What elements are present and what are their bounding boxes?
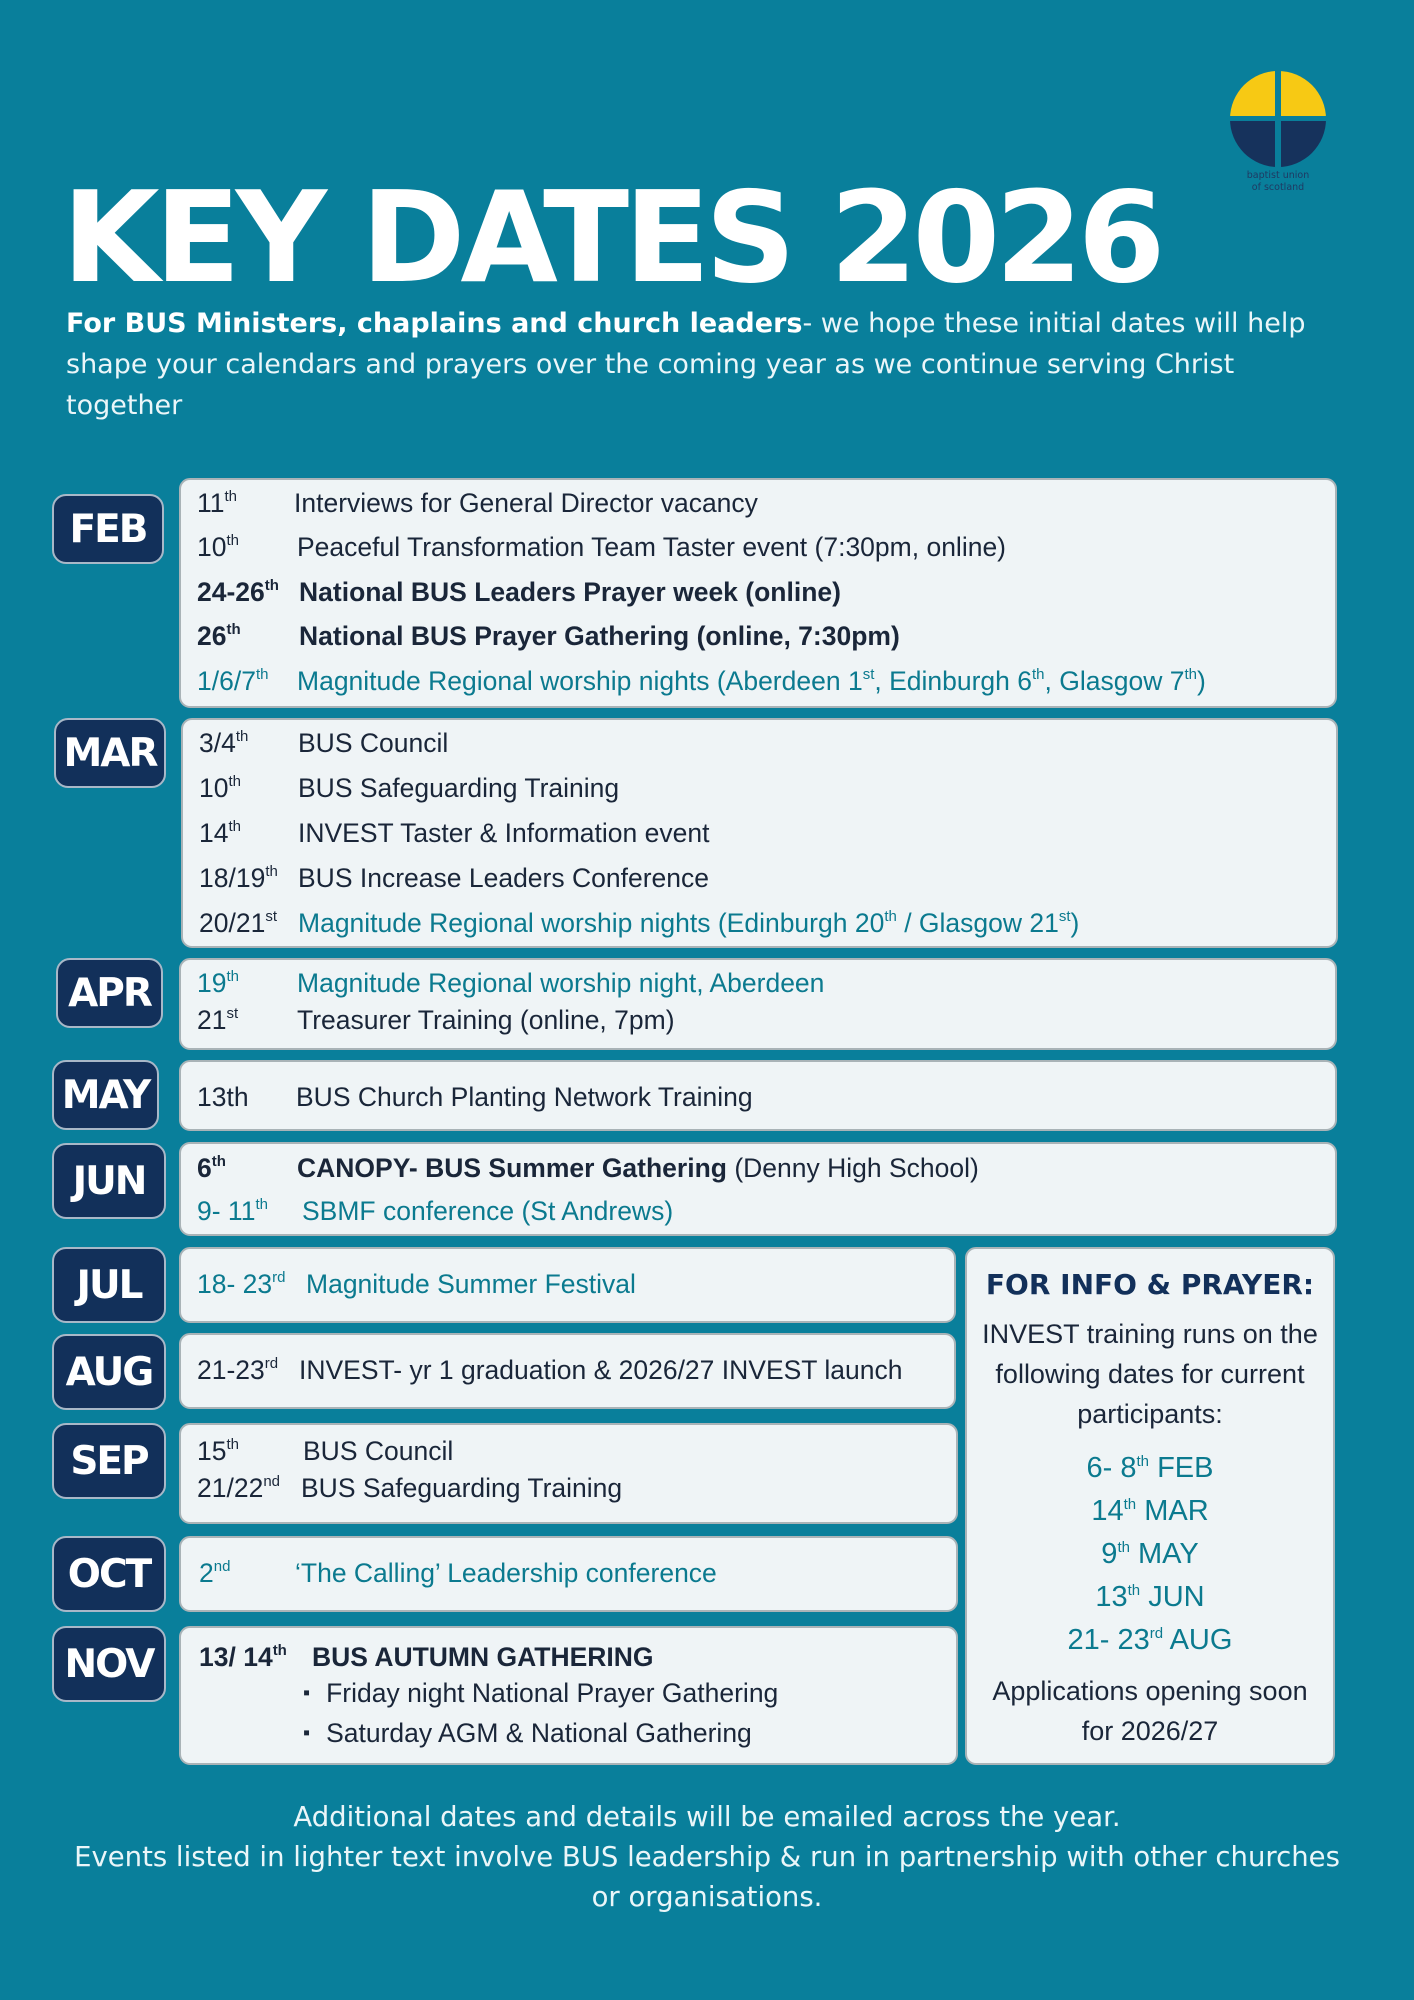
month-badge-mar: MAR [54, 718, 166, 788]
logo-caption: baptist union of scotland [1246, 170, 1310, 193]
month-panel-apr: 19th Magnitude Regional worship night, Aberdeen 21st Treasurer Training (online, 7pm) [179, 958, 1337, 1050]
footer-line-1: Additional dates and details will be emailed across the year. [293, 1801, 1121, 1833]
intro-text [66, 303, 1356, 426]
month-badge-jun: JUN [52, 1143, 166, 1219]
list-item: ▪ Saturday AGM & National Gathering [303, 1715, 778, 1755]
month-badge-apr: APR [56, 958, 163, 1028]
month-panel-mar: 3/4th BUS Council 10th BUS Safeguarding Training 14th INVEST Taster & Information event 18/19th BUS Increase Leaders Conference 20/21st Magnitude Regional worship nights (Edinburgh 20th / Glasgow 21st) [181, 718, 1338, 948]
baptist-union-logo [1226, 70, 1330, 194]
month-panel-feb: 11th Interviews for General Director vacancy 10th Peaceful Transformation Team Taster event (7:30pm, online) 24-26th National BUS Leaders Prayer week (online) 26th National BUS Prayer Gathering (online, 7:30pm) 1/6/7th Magnitude Regional worship nights (Aberdeen 1st, Edinburgh 6th, Glasgow 7th) [179, 478, 1337, 708]
event-bullet-list [303, 1675, 778, 1755]
info-intro: INVEST training runs on the following dates for current participants: [982, 1319, 1318, 1429]
intro-bold: For BUS Ministers, chaplains and church leaders [66, 308, 803, 339]
month-panel-oct: 2nd ‘The Calling’ Leadership conference [179, 1536, 958, 1612]
list-item: 21- 23rd AUG [1067, 1624, 1233, 1656]
cross-circle-icon [1229, 70, 1327, 168]
info-prayer-box [965, 1247, 1335, 1765]
info-outro: Applications opening soon for 2026/27 [992, 1676, 1308, 1746]
list-item: ▪ Friday night National Prayer Gathering [303, 1675, 778, 1715]
month-badge-aug: AUG [52, 1334, 166, 1410]
month-panel-nov: 13/ 14th BUS AUTUMN GATHERING ▪ Friday night National Prayer Gathering ▪ Saturday AGM & National Gathering [179, 1626, 958, 1765]
month-badge-feb: FEB [52, 494, 164, 564]
month-badge-sep: SEP [52, 1423, 166, 1499]
list-item: 14th MAR [1091, 1495, 1209, 1527]
month-badge-nov: NOV [52, 1626, 166, 1702]
list-item: 13th JUN [1095, 1581, 1205, 1613]
month-panel-aug: 21-23rd INVEST- yr 1 graduation & 2026/27 INVEST launch [179, 1333, 956, 1409]
month-badge-oct: OCT [52, 1536, 166, 1612]
month-panel-jun: 6th CANOPY- BUS Summer Gathering (Denny High School) 9- 11th SBMF conference (St Andrews) [179, 1142, 1337, 1236]
intro-rest: - we hope these initial dates will help shape your calendars and prayers over the coming year as we continue serving Christ together [66, 308, 1306, 421]
list-item: 6- 8th FEB [1086, 1452, 1214, 1484]
month-badge-jul: JUL [52, 1247, 166, 1323]
footer-note [60, 1797, 1354, 1917]
page-title: KEY DATES 2026 [62, 164, 1161, 311]
month-panel-may: 13th BUS Church Planting Network Training [179, 1060, 1337, 1131]
month-badge-may: MAY [52, 1060, 159, 1130]
month-panel-sep: 15th BUS Council 21/22nd BUS Safeguarding Training [179, 1423, 958, 1524]
invest-dates-list [967, 1447, 1333, 1662]
footer-line-2: Events listed in lighter text involve BUS leadership & run in partnership with other churches or organisations. [74, 1841, 1340, 1913]
month-panel-jul: 18- 23rd Magnitude Summer Festival [179, 1247, 956, 1323]
list-item: 9th MAY [1101, 1538, 1199, 1570]
info-heading: FOR INFO & PRAYER: [985, 1268, 1315, 1301]
